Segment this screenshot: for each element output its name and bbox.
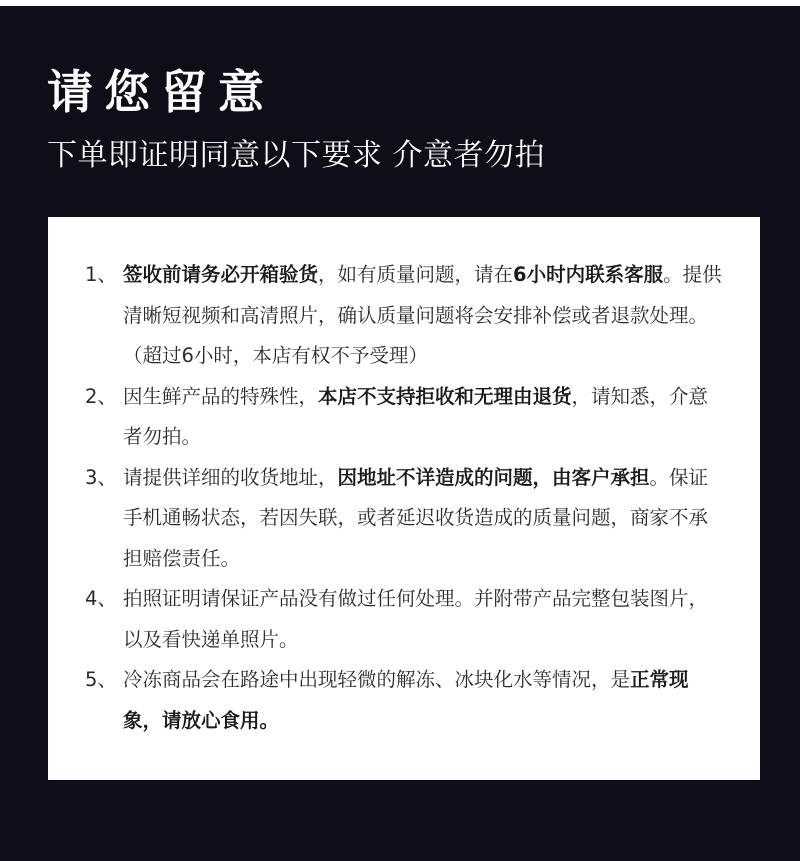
notice-plain-text: 。提供清晰短视频和高清照片，确认质量问题将会安排补偿或者退款处理。（超过6小时，本店有权不予受理） <box>123 263 722 367</box>
notice-plain-text: ，请知悉，介意者勿拍。 <box>123 384 709 448</box>
notice-number: 1、 <box>85 263 117 286</box>
page-title: 请您留意 <box>47 65 275 119</box>
notice-bold-text: 因地址不详造成的问题，由客户承担 <box>337 465 650 489</box>
notice-bold-text: 正常现象，请放心食用。 <box>123 668 689 732</box>
notice-text <box>123 255 725 377</box>
notice-plain-text: 拍照证明请保证产品没有做过任何处理。并附带产品完整包装图片，以及看快递单照片。 <box>123 587 709 651</box>
notice-plain-text: 冷冻商品会在路途中出现轻微的解冻、冰块化水等情况，是 <box>123 668 631 691</box>
notice-plain-text: 因生鲜产品的特殊性， <box>123 384 319 408</box>
notice-text <box>123 377 725 458</box>
notice-text <box>123 458 725 580</box>
notice-panel <box>48 217 760 780</box>
notice-item-2 <box>85 377 725 458</box>
notice-plain-text: 。保证手机通畅状态，若因失联，或者延迟收货造成的质量问题，商家不承担赔偿责任。 <box>123 465 709 570</box>
notice-text <box>123 579 725 660</box>
notice-item-1 <box>85 255 725 377</box>
page-subtitle: 下单即证明同意以下要求 介意者勿拍 <box>47 138 546 173</box>
notice-number: 3、 <box>85 465 117 489</box>
notice-bold-text: 本店不支持拒收和无理由退货 <box>318 384 572 408</box>
notice-item-4 <box>85 579 725 660</box>
notice-item-5 <box>85 660 725 741</box>
notice-number: 5、 <box>85 668 117 691</box>
notice-number: 4、 <box>85 587 117 610</box>
notice-bold-text: 6小时内联系客服 <box>513 263 664 286</box>
notice-item-3 <box>85 458 725 580</box>
notice-bold-text: 签收前请务必开箱验货 <box>123 263 319 286</box>
notice-number: 2、 <box>85 384 117 408</box>
notice-list <box>85 255 725 741</box>
notice-plain-text: ，如有质量问题，请在 <box>318 263 514 286</box>
notice-text <box>123 660 725 741</box>
notice-plain-text: 请提供详细的收货地址， <box>123 465 338 489</box>
notice-banner <box>0 6 800 861</box>
